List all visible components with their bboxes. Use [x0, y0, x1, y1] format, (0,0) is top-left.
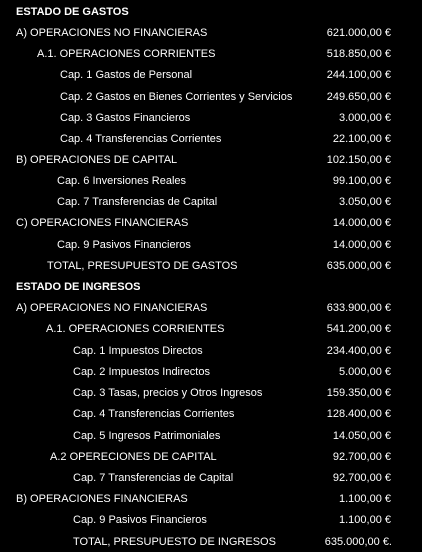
row-label: A) OPERACIONES NO FINANCIERAS — [16, 27, 208, 39]
gastos-row — [0, 131, 422, 147]
row-label: Cap. 9 Pasivos Financieros — [73, 514, 207, 526]
row-amount: 541.200,00 € — [326, 323, 391, 335]
row-label: Cap. 1 Impuestos Directos — [73, 345, 203, 357]
row-label: Cap. 4 Transferencias Corrientes — [73, 408, 235, 420]
ingresos-row — [0, 406, 422, 422]
gastos-total-row — [0, 258, 422, 274]
total-amount: 635.000,00 €. — [324, 536, 392, 548]
ingresos-row — [0, 321, 422, 337]
ingresos-total-row — [0, 534, 422, 550]
row-amount: 5.000,00 € — [339, 366, 391, 378]
row-amount: 249.650,00 € — [326, 91, 391, 103]
row-label: B) OPERACIONES FINANCIERAS — [16, 493, 188, 505]
row-amount: 1.100,00 € — [339, 493, 391, 505]
row-amount: 244.100,00 € — [326, 69, 391, 81]
ingresos-row — [0, 470, 422, 486]
row-label: Cap. 7 Transferencias de Capital — [57, 196, 218, 208]
row-amount: 14.050,00 € — [332, 430, 391, 442]
ingresos-row — [0, 491, 422, 507]
row-label: Cap. 6 Inversiones Reales — [57, 175, 187, 187]
gastos-heading: ESTADO DE GASTOS — [16, 6, 129, 18]
row-amount: 22.100,00 € — [332, 133, 391, 145]
gastos-row — [0, 173, 422, 189]
row-label: A.2 OPERECIONES DE CAPITAL — [50, 451, 217, 463]
row-amount: 102.150,00 € — [326, 154, 391, 166]
gastos-row — [0, 46, 422, 62]
total-label: TOTAL, PRESUPUESTO DE INGRESOS — [73, 536, 276, 548]
row-label: A) OPERACIONES NO FINANCIERAS — [16, 302, 208, 314]
gastos-row — [0, 152, 422, 168]
ingresos-row — [0, 343, 422, 359]
total-label: TOTAL, PRESUPUESTO DE GASTOS — [47, 260, 238, 272]
row-amount: 3.000,00 € — [339, 112, 391, 124]
row-label: Cap. 9 Pasivos Financieros — [57, 239, 191, 251]
gastos-row — [0, 25, 422, 41]
row-amount: 1.100,00 € — [339, 514, 391, 526]
ingresos-row — [0, 428, 422, 444]
gastos-row — [0, 237, 422, 253]
row-amount: 633.900,00 € — [326, 302, 391, 314]
row-label: Cap. 2 Impuestos Indirectos — [73, 366, 210, 378]
row-label: Cap. 7 Transferencias de Capital — [73, 472, 234, 484]
row-amount: 128.400,00 € — [326, 408, 391, 420]
row-label: Cap. 4 Transferencias Corrientes — [60, 133, 222, 145]
ingresos-row — [0, 364, 422, 380]
row-amount: 99.100,00 € — [332, 175, 391, 187]
ingresos-row — [0, 512, 422, 528]
row-amount: 14.000,00 € — [332, 217, 391, 229]
row-label: Cap. 2 Gastos en Bienes Corrientes y Servicios — [60, 91, 293, 103]
row-label: C) OPERACIONES FINANCIERAS — [16, 217, 189, 229]
row-amount: 92.700,00 € — [332, 472, 391, 484]
gastos-row — [0, 215, 422, 231]
gastos-row — [0, 194, 422, 210]
ingresos-heading-row — [0, 279, 422, 295]
row-label: Cap. 1 Gastos de Personal — [60, 69, 193, 81]
row-amount: 518.850,00 € — [326, 48, 391, 60]
gastos-heading-row — [0, 4, 422, 20]
row-amount: 3.050,00 € — [339, 196, 391, 208]
ingresos-row — [0, 385, 422, 401]
row-label: A.1. OPERACIONES CORRIENTES — [46, 323, 225, 335]
ingresos-row — [0, 300, 422, 316]
gastos-row — [0, 67, 422, 83]
ingresos-heading: ESTADO DE INGRESOS — [16, 281, 141, 293]
row-amount: 92.700,00 € — [332, 451, 391, 463]
row-amount: 621.000,00 € — [326, 27, 391, 39]
row-label: A.1. OPERACIONES CORRIENTES — [37, 48, 216, 60]
row-amount: 234.400,00 € — [326, 345, 391, 357]
gastos-row — [0, 89, 422, 105]
gastos-row — [0, 110, 422, 126]
row-label: Cap. 5 Ingresos Patrimoniales — [73, 430, 221, 442]
total-amount: 635.000,00 € — [326, 260, 391, 272]
ingresos-row — [0, 449, 422, 465]
row-amount: 14.000,00 € — [332, 239, 391, 251]
row-amount: 159.350,00 € — [326, 387, 391, 399]
row-label: B) OPERACIONES DE CAPITAL — [16, 154, 178, 166]
row-label: Cap. 3 Tasas, precios y Otros Ingresos — [73, 387, 263, 399]
row-label: Cap. 3 Gastos Financieros — [60, 112, 191, 124]
